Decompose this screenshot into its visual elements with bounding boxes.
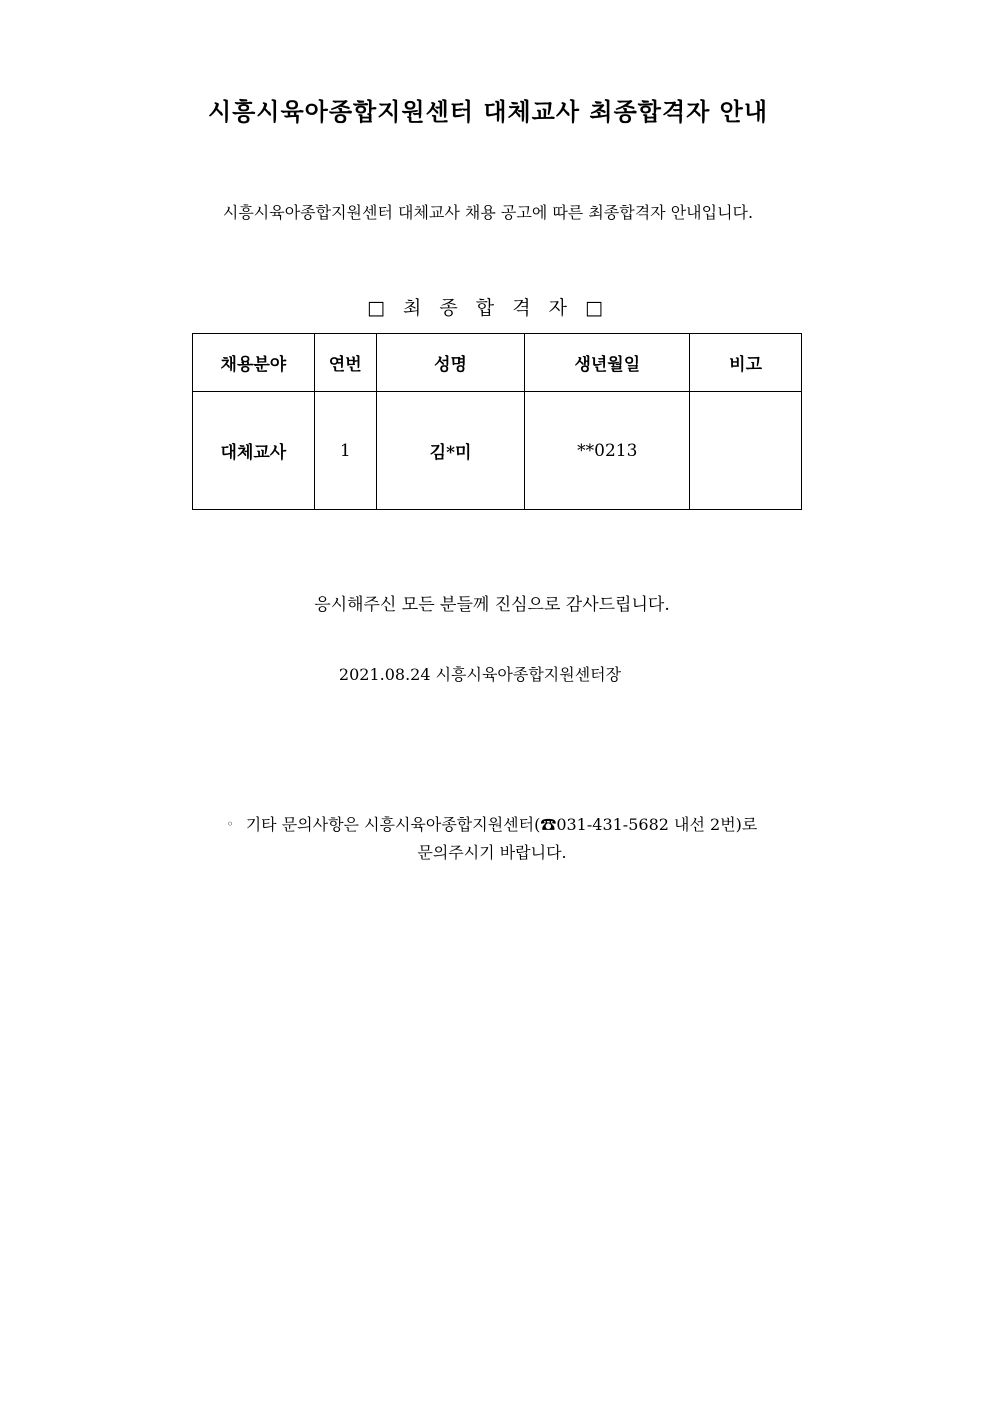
header-birthdate: 생년월일 (525, 334, 690, 392)
contact-note-text-1: 기타 문의사항은 시흥시육아종합지원센터(☎031-431-5682 내선 2번)로 (245, 815, 758, 834)
cell-name: 김*미 (376, 392, 525, 510)
cell-field: 대체교사 (193, 392, 315, 510)
thanks-text: 응시해주신 모든 분들께 진심으로 감사드립니다. (314, 595, 670, 615)
document-title: 시흥시육아종합지원센터 대체교사 최종합격자 안내 (207, 97, 769, 126)
header-remarks: 비고 (690, 334, 802, 392)
table-row (193, 392, 802, 510)
contact-note (0, 810, 984, 867)
table-header-row (193, 334, 802, 392)
contact-note-line-1 (0, 810, 984, 839)
cell-number: 1 (314, 392, 376, 510)
bullet-icon: ◦ (226, 817, 234, 831)
signature-line: 2021.08.24 시흥시육아종합지원센터장 (338, 665, 622, 684)
table-caption: □ 최 종 합 격 자 □ (367, 297, 609, 319)
intro-text: 시흥시육아종합지원센터 대체교사 채용 공고에 따른 최종합격자 안내입니다. (222, 203, 754, 222)
cell-birthdate: **0213 (525, 392, 690, 510)
header-number: 연번 (314, 334, 376, 392)
header-field: 채용분야 (193, 334, 315, 392)
header-name: 성명 (376, 334, 525, 392)
cell-remarks (690, 392, 802, 510)
contact-note-text-2: 문의주시기 바랍니다. (417, 843, 567, 862)
finalist-table (192, 333, 802, 510)
